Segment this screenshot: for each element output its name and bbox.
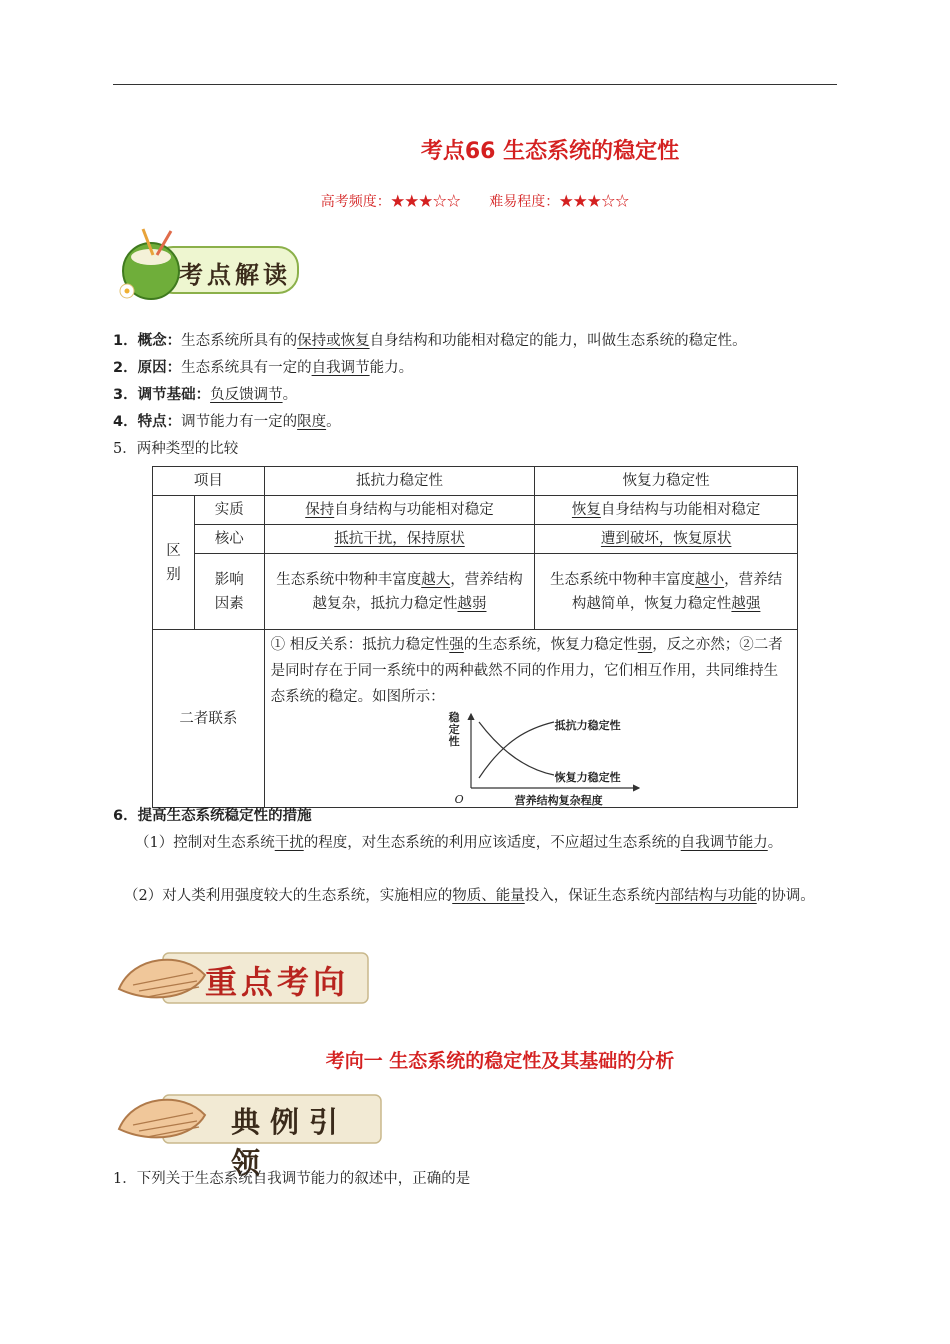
header-item: 项目 <box>153 467 265 496</box>
banner-title: 考点解读 <box>179 261 291 289</box>
item-basis: 3．调节基础：负反馈调节。 <box>113 387 298 403</box>
item-concept: 1．概念：生态系统所具有的保持或恢复自身结构和功能相对稳定的能力，叫做生态系统的稳定性。 <box>113 333 747 349</box>
curve-label-resilience: 恢复力稳定性 <box>554 771 621 784</box>
difficulty-level: 难易程度：★★★☆☆ <box>489 194 630 210</box>
item-feature: 4．特点：调节能力有一定的限度。 <box>113 414 341 430</box>
header-resilience: 恢复力稳定性 <box>535 467 798 496</box>
measure-2: （2）对人类利用强度较大的生态系统，实施相应的物质、能量投入，保证生态系统内部结构与功能的协调。 <box>124 888 815 904</box>
difference-label: 区 别 <box>153 496 195 630</box>
difficulty-line <box>0 191 950 211</box>
banner-dianli-yinling <box>113 1087 385 1180</box>
page-title: 考点66 生态系统的稳定性 <box>420 139 680 164</box>
question-1: 1．下列关于生态系统自我调节能力的叙述中，正确的是 <box>113 1171 471 1187</box>
table-row: 核心 抵抗干扰，保持原状 遭到破坏，恢复原状 <box>153 525 798 554</box>
banner-kaodian-jiedu <box>113 225 303 305</box>
relation-text: ① 相反关系：抵抗力稳定性强的生态系统，恢复力稳定性弱，反之亦然；②二者是同时存在于同一系统中的两种截然不同的作用力，它们相互作用，共同维持生态系统的稳定。如图所示： <box>270 637 783 705</box>
table-row: 影响 因素 生态系统中物种丰富度越大，营养结构越复杂，抵抗力稳定性越弱 生态系统中物种丰富度越小，营养结构越简单，恢复力稳定性越强 <box>153 554 798 630</box>
resistance-curve <box>479 722 554 778</box>
curve-label-resistance: 抵抗力稳定性 <box>554 719 621 732</box>
table-row: 区 别 实质 保持自身结构与功能相对稳定 恢复自身结构与功能相对稳定 <box>153 496 798 525</box>
measures-title: 6．提高生态系统稳定性的措施 <box>113 808 312 824</box>
header-rule <box>113 84 837 85</box>
exam-frequency: 高考频度：★★★☆☆ <box>320 194 461 210</box>
relation-label: 二者联系 <box>153 630 265 808</box>
stability-graph <box>449 710 649 805</box>
item-reason: 2．原因：生态系统具有一定的自我调节能力。 <box>113 360 414 376</box>
resilience-curve <box>479 722 554 775</box>
banner-title: 重点考向 <box>205 963 350 1001</box>
banner-zhongdian-kaoxiang <box>113 945 373 1011</box>
comparison-table <box>152 466 798 808</box>
banner-title: 典例引领 <box>231 1105 349 1180</box>
difficulty-stars: ★★★☆☆ <box>559 194 630 210</box>
section-heading: 考向一 生态系统的稳定性及其基础的分析 <box>325 1050 675 1072</box>
graph-y-label: 稳 定 性 <box>448 711 460 748</box>
measure-1: （1）控制对生态系统干扰的程度，对生态系统的利用应该适度，不应超过生态系统的自我调节能力。 <box>135 835 783 851</box>
frequency-stars: ★★★☆☆ <box>390 194 461 210</box>
table-header-row <box>153 467 798 496</box>
graph-origin: O <box>454 793 464 806</box>
item-comparison-heading: 5．两种类型的比较 <box>113 441 239 457</box>
table-row-relation <box>153 630 798 808</box>
header-resistance: 抵抗力稳定性 <box>264 467 535 496</box>
graph-x-label: 营养结构复杂程度 <box>514 794 603 807</box>
